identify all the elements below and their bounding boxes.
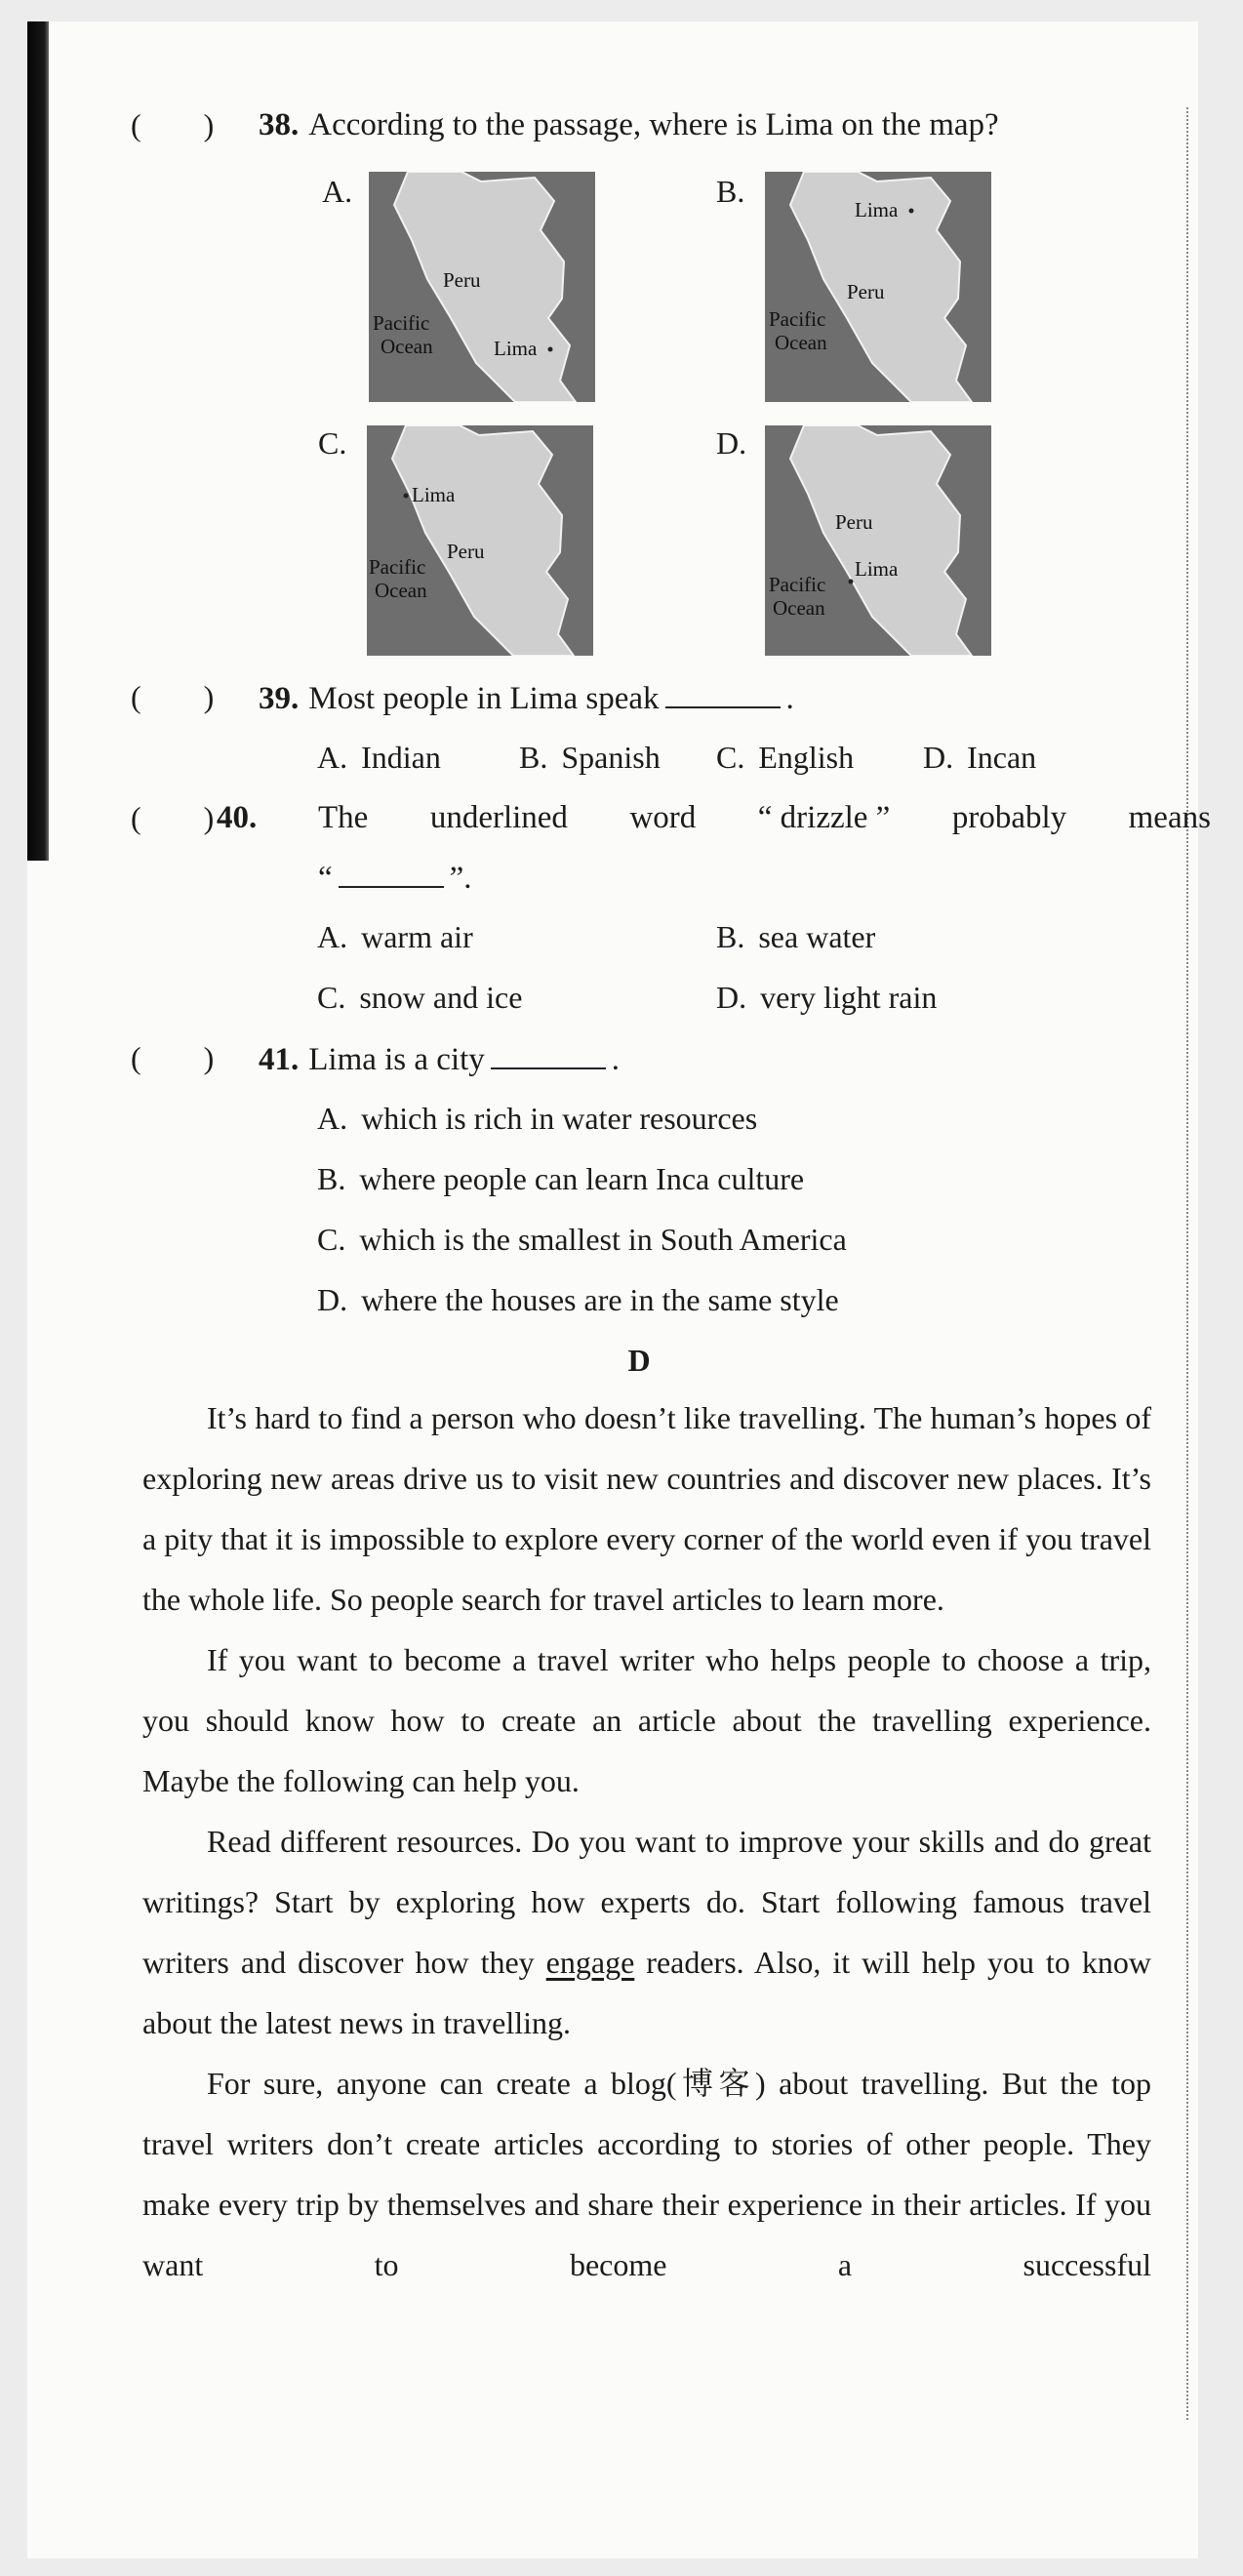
question-40 [318, 800, 1211, 836]
option-label: A. [317, 919, 348, 954]
question-text: According to the passage, where is Lima on the map? [308, 107, 999, 142]
option-label: A. [317, 1101, 348, 1136]
map-ocean-label: Ocean [773, 596, 825, 620]
option-text: sea water [758, 919, 876, 954]
option-text: Spanish [561, 740, 661, 775]
quote-close: ”. [449, 861, 472, 896]
question-text: Most people in Lima speak [308, 681, 660, 716]
map-country-label: Peru [847, 280, 885, 303]
question-41 [259, 1040, 620, 1078]
map-city-label: Lima [855, 557, 899, 581]
map-ocean-label: Pacific [373, 311, 430, 335]
map-option-label-c: C. [318, 425, 347, 461]
map-ocean-label: Ocean [381, 335, 433, 358]
paragraph-4: For sure, anyone can create a blog(博客) about travelling. But the top travel writers don’t create articles according to stories of other people. They make every trip by themselves and share their experience in their articles. If you want to become a successful [142, 2066, 1151, 2282]
q40-word: “ drizzle ” [757, 800, 891, 835]
map-b[interactable] [765, 172, 991, 402]
section-heading: D [627, 1343, 651, 1378]
paragraph-1: It’s hard to find a person who doesn’t like travelling. The human’s hopes of exploring new areas drive us to visit new countries and discover new places. It’s a pity that it is impossible to explore every corner of the world even if you travel the whole life. So people search for travel articles to learn more. [142, 1400, 1151, 1617]
option-41-c[interactable] [317, 1222, 847, 1258]
map-a[interactable] [369, 172, 595, 402]
answer-paren-38[interactable]: ( ) [131, 107, 215, 142]
option-text: which is the smallest in South America [359, 1222, 847, 1257]
option-40-a[interactable] [317, 919, 473, 955]
map-c[interactable] [367, 425, 593, 656]
underlined-word: engage [545, 1945, 635, 1980]
option-label: C. [317, 980, 346, 1015]
q40-word: word [629, 800, 697, 835]
map-ocean-label: Ocean [775, 331, 827, 354]
option-40-c[interactable] [317, 980, 522, 1016]
question-38 [259, 107, 999, 143]
option-text: which is rich in water resources [361, 1101, 758, 1136]
option-label: A. [317, 740, 348, 775]
option-label: D. [317, 1282, 348, 1317]
map-city-label: Lima [494, 337, 538, 360]
option-label: B. [317, 1161, 346, 1196]
option-39-b[interactable] [519, 740, 661, 776]
question-number: 41. [259, 1042, 300, 1077]
option-39-a[interactable] [317, 740, 441, 776]
question-number: 38. [259, 107, 300, 142]
map-ocean-label: Pacific [369, 555, 426, 579]
question-number-40 [217, 800, 266, 836]
paragraph-2: If you want to become a travel writer who helps people to choose a trip, you should know how to create an article about the travelling experience. Maybe the following can help you. [142, 1642, 1151, 1798]
map-country-label: Peru [835, 510, 873, 534]
option-text: where people can learn Inca culture [359, 1161, 805, 1196]
option-39-d[interactable] [923, 740, 1036, 776]
q40-word: probably [951, 800, 1067, 835]
option-text: snow and ice [359, 980, 523, 1015]
question-40-line2 [318, 859, 472, 897]
map-option-label-b: B. [716, 174, 745, 209]
option-label: B. [716, 919, 745, 954]
q40-word: means [1128, 800, 1211, 835]
option-40-d[interactable] [716, 980, 937, 1016]
map-ocean-label: Pacific [769, 573, 826, 596]
map-city-label: Lima [855, 198, 899, 221]
option-label: C. [317, 1222, 346, 1257]
question-text-end: . [611, 1042, 621, 1077]
answer-paren-40[interactable]: ( ) [131, 800, 215, 835]
option-text: where the houses are in the same style [361, 1282, 839, 1317]
map-country-label: Peru [447, 540, 485, 563]
option-text: Incan [967, 740, 1037, 775]
option-39-c[interactable] [716, 740, 854, 776]
question-39 [259, 679, 794, 717]
option-41-d[interactable] [317, 1282, 839, 1318]
question-number: 39. [259, 681, 300, 716]
paragraph-3-text: Read different resources. Do you want to improve your skills and do great writings? Start by exploring how experts do. Start following famous travel writers and discover how they [142, 1824, 1151, 1980]
map-d[interactable] [765, 425, 991, 656]
answer-blank [339, 859, 444, 888]
map-ocean-label: Pacific [769, 307, 826, 331]
binding-spine [27, 21, 49, 861]
question-text: Lima is a city [308, 1042, 485, 1077]
answer-blank [491, 1040, 606, 1069]
option-text: English [758, 740, 855, 775]
paragraph-3 [142, 1811, 1151, 2053]
reading-passage [142, 1388, 1151, 2295]
map-city-label: Lima [412, 483, 456, 506]
option-label: B. [519, 740, 548, 775]
option-label: C. [716, 740, 745, 775]
option-text: warm air [361, 919, 473, 954]
q40-word: underlined [429, 800, 568, 835]
option-label: D. [716, 980, 747, 1015]
option-text: Indian [361, 740, 441, 775]
answer-paren-41[interactable]: ( ) [131, 1040, 215, 1075]
map-ocean-label: Ocean [375, 579, 427, 602]
answer-blank [665, 679, 781, 708]
q40-word: The [318, 800, 369, 835]
question-text-end: . [785, 681, 794, 716]
option-40-b[interactable] [716, 919, 875, 955]
answer-paren-39[interactable]: ( ) [131, 679, 215, 714]
paragraph-3-text-end: readers. Also, it will help you to know about the latest news in travelling. [142, 1945, 1151, 2040]
option-label: D. [923, 740, 954, 775]
map-option-label-a: A. [322, 174, 353, 209]
cut-line [1186, 107, 1188, 2420]
option-41-b[interactable] [317, 1161, 804, 1197]
option-41-a[interactable] [317, 1101, 757, 1137]
map-country-label: Peru [443, 268, 481, 292]
question-number: 40. [217, 800, 258, 835]
map-option-label-d: D. [716, 425, 747, 461]
option-text: very light rain [760, 980, 938, 1015]
quote-open: “ [318, 861, 333, 896]
